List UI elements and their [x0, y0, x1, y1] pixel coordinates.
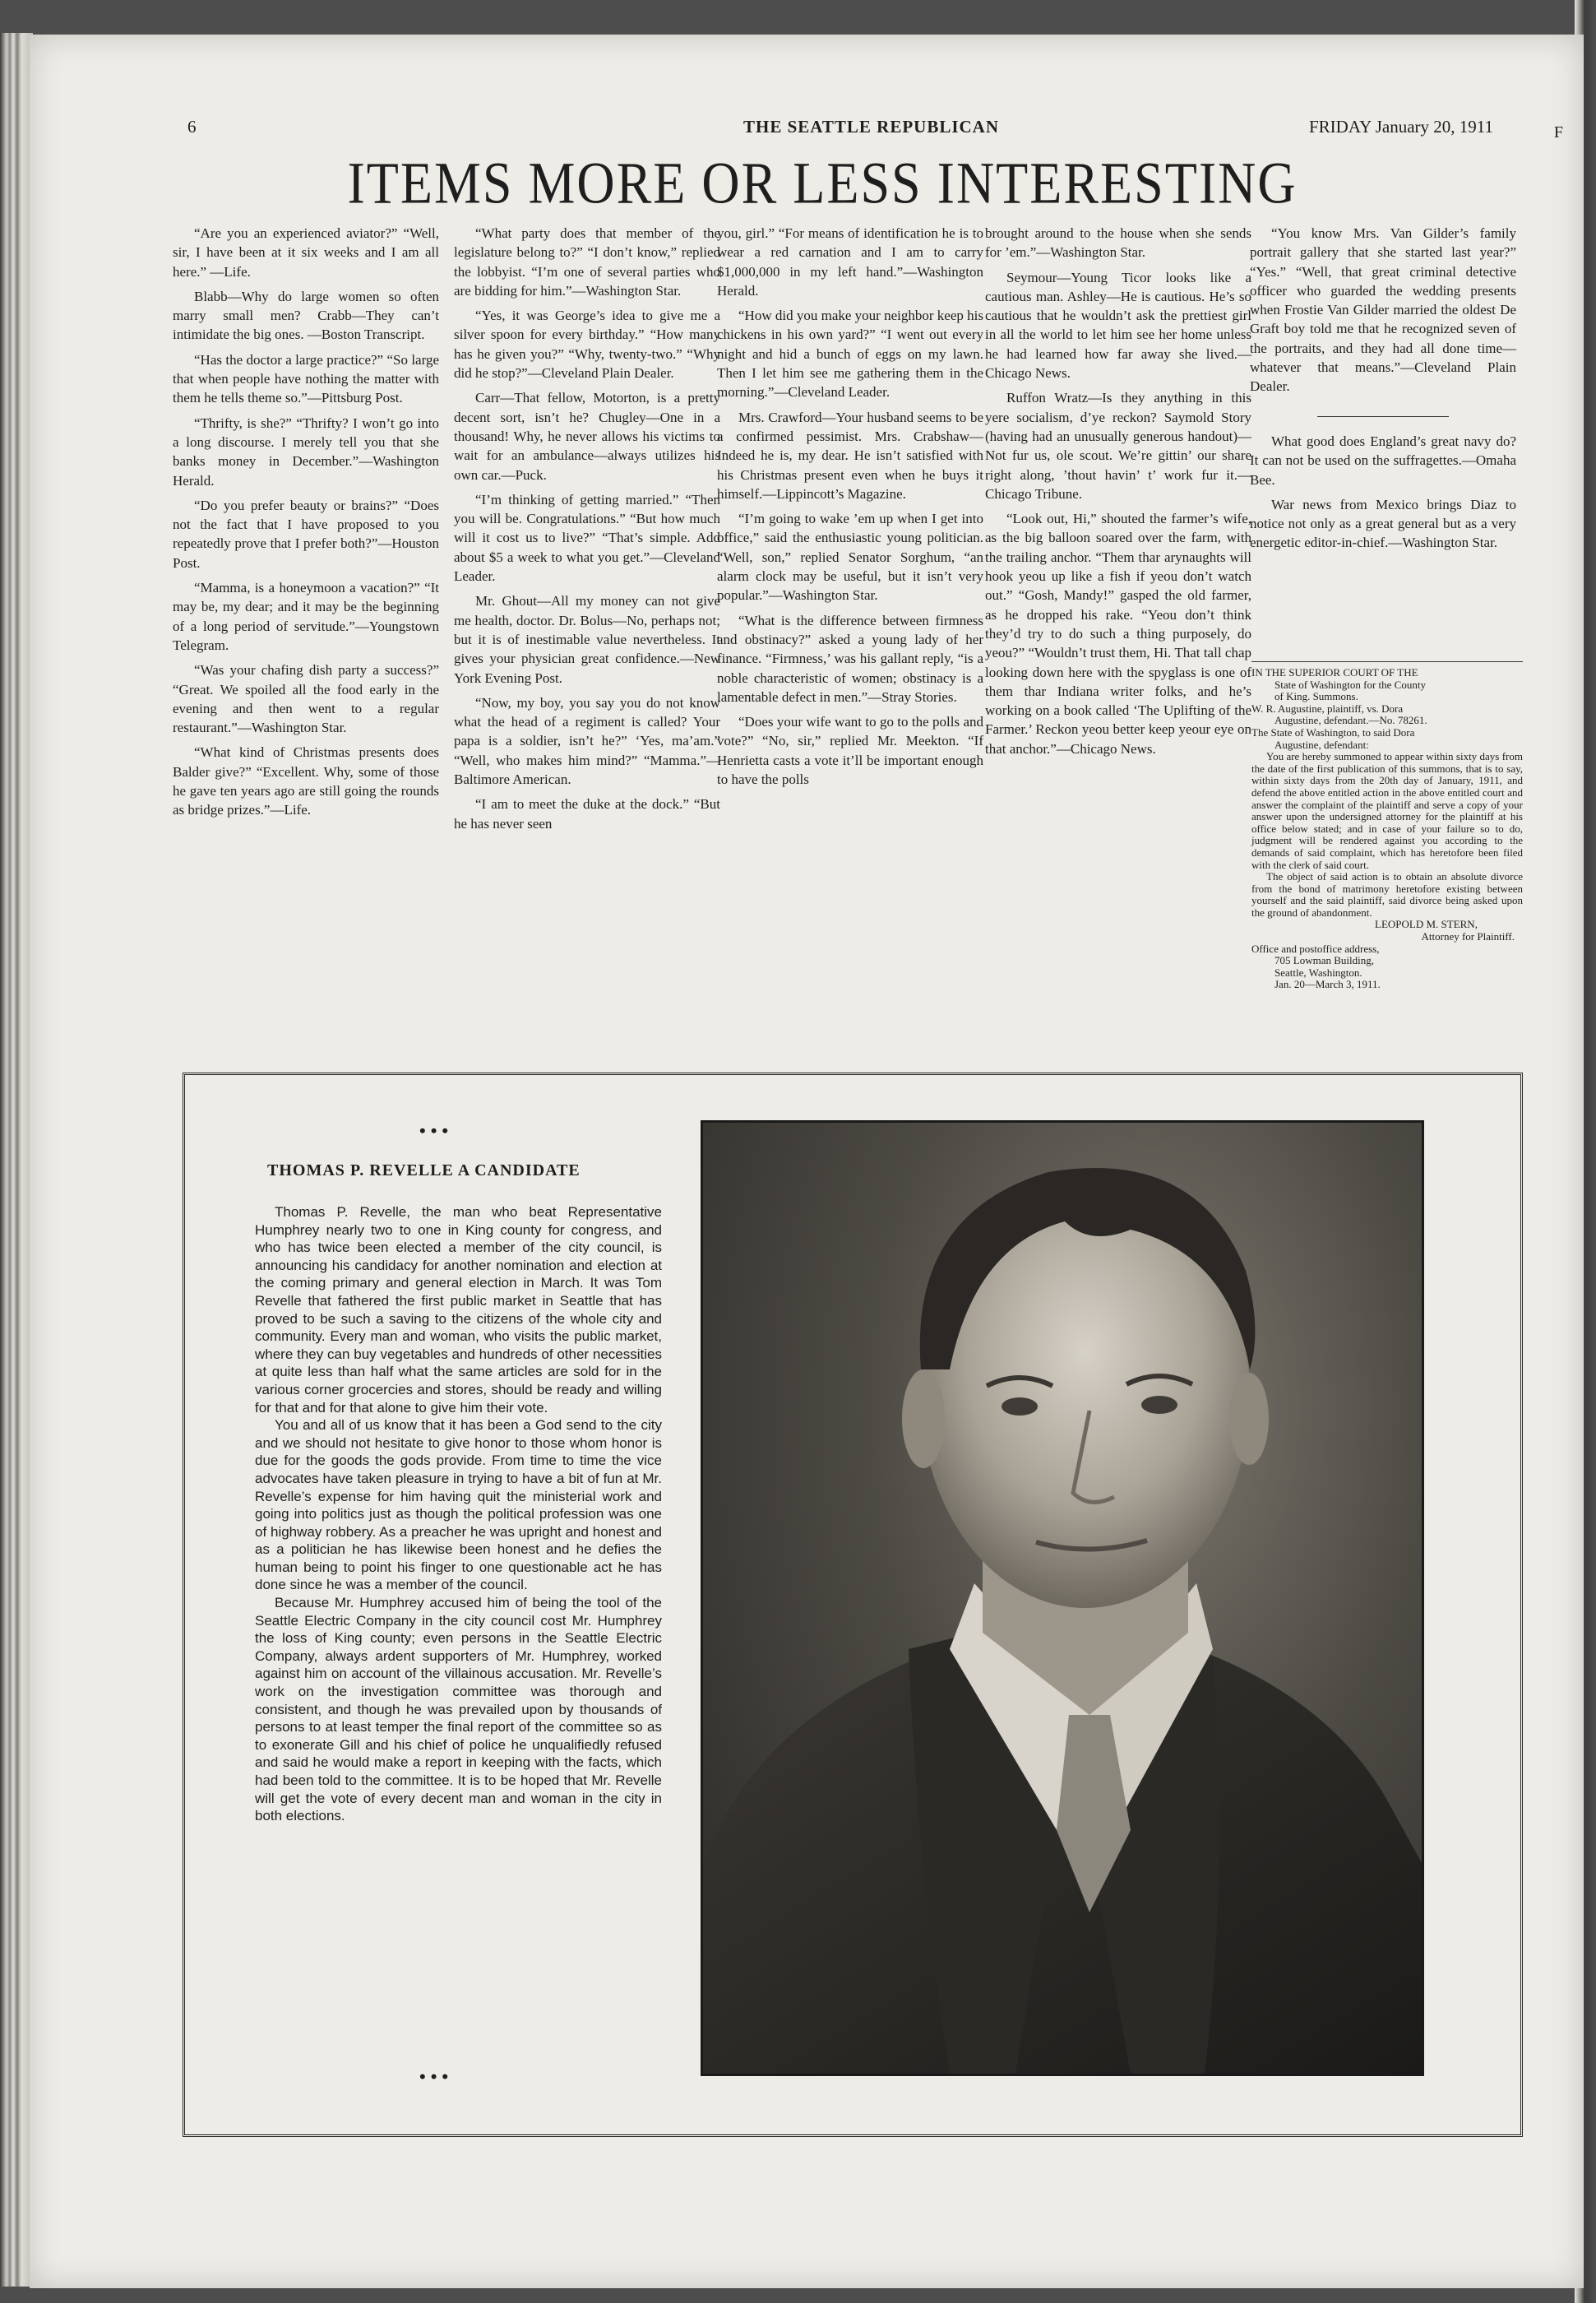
summons-address: The State of Washington, to said Dora [1251, 725, 1415, 739]
item-paragraph: “I am to meet the duke at the dock.” “But he has never seen [454, 796, 720, 832]
item-paragraph: “What kind of Christmas presents does Balder give?” “Excellent. Why, some of those he gave ten years ago are still going the rounds as bridge prizes.”—Life. [173, 744, 439, 818]
office-address: Office and postoffice address, [1251, 942, 1380, 955]
item-paragraph: Seymour—Young Ticor looks like a cautious man. Ashley—He is cautious. He’s so cautious that he wouldn’t ask the prettiest girl in all the world to let him see her home unless he had learned how far away she lived.—Chicago News. [985, 269, 1251, 382]
item-paragraph: “Yes, it was George’s idea to give me a silver spoon for every birthday.” “How many has he given you?” “Why, twenty-two.” “Why did he stop?”—Cleveland Plain Dealer. [454, 308, 720, 382]
court-name-line: State of Washington for the County [1274, 678, 1426, 691]
item-paragraph: “Look out, Hi,” shouted the farmer’s wife, as the big balloon soared over the farm, with the trailing anchor. “Them thar arynaughts will hook yeou up like a fish if yeou don’t watch out.” “Gosh, Mandy!” gasped the old farmer, as he dropped his rake. “Yeou don’t think they’d try to do such a thing purposely, do yeou?” “Wouldn’t trust them, Hi. That tall chap looking down here with the spyglass is one of them thar Indiana writer folks, and he’s working on a book called ‘The Uplifting of the Farmer.’ Reckon yeou better keep yeour eye on that anchor.”—Chicago News. [985, 511, 1251, 757]
text-column-1 [173, 224, 439, 826]
case-caption: W. R. Augustine, plaintiff, vs. Dora [1251, 702, 1404, 715]
ornament-bottom: ••• [419, 2066, 454, 2087]
summons-body: You are hereby summoned to appear within sixty days from the date of the first publication of this summons, that is to say, within sixty days from the 20th day of January, 1911, and defend the above entitled action in the above entitled court and answer the complaint of the plaintiff and serve a copy of your answer upon the undersigned attorney for the plaintiff at his office below stated; and in case of your failure so to do, judgment will be rendered against you according to the demands of said complaint, which has heretofore been filed with the clerk of said court. [1251, 750, 1523, 871]
item-paragraph: Blabb—Why do large women so often marry small men? Crabb—They can’t intimidate the big ones. —Boston Transcript. [173, 288, 439, 343]
item-paragraph: Mrs. Crawford—Your husband seems to be a confirmed pessimist. Mrs. Crabshaw—Indeed he is, my dear. He isn’t satisfied with his Christmas present even when he buys it himself.—Lippincott’s Magazine. [717, 409, 983, 502]
masthead: THE SEATTLE REPUBLICAN [743, 117, 1000, 137]
item-paragraph: War news from Mexico brings Diaz to notice not only as a great general but as a very energetic editor-in-chief.—Washington Star. [1250, 496, 1516, 551]
item-paragraph: “Mamma, is a honeymoon a vacation?” “It may be, my dear; and it may be the beginning of a long period of servitude.”—Youngstown Telegram. [173, 580, 439, 653]
item-paragraph: “Do you prefer beauty or brains?” “Does not the fact that I have proposed to you repeatedly prove that I prefer both?”—Houston Post. [173, 497, 439, 571]
item-paragraph: “How did you make your neighbor keep his chickens in his own yard?” “I went out every night and hid a bunch of eggs on my lawn. Then I let him see me gathering them in the morning.”—Cleveland Leader. [717, 308, 983, 401]
item-paragraph: Ruffon Wratz—Is they anything in this yere socialism, d’ye reckon? Saymold Story (having had an unusually generous handout)—Not fur us, ole scout. We’re gittin’ our share right along, ’thout havin’ t’ work fur it.—Chicago Tribune. [985, 390, 1251, 502]
item-paragraph: Mr. Ghout—All my money can not give me health, doctor. Dr. Bolus—No, perhaps not; but it is of inestimable value nevertheless. It gives your physician great confidence.—New York Evening Post. [454, 593, 720, 686]
attorney-title: Attorney for Plaintiff. [1421, 930, 1515, 943]
summons-body: The object of said action is to obtain an absolute divorce from the bond of matrimony heretofore existing between yourself and the said plaintiff, said divorce being asked upon the ground of abandonment. [1251, 870, 1523, 919]
office-city: Seattle, Washington. [1274, 966, 1362, 979]
court-name-line: of King. Summons. [1274, 690, 1358, 703]
item-paragraph: Carr—That fellow, Motorton, is a pretty decent sort, isn’t he? Chugley—One in a thousand! Why, he never allows his victims to wait for an ambulance—always utilizes his own car.—Puck. [454, 390, 720, 483]
portrait-photo [701, 1120, 1424, 2076]
page-number: 6 [187, 117, 197, 137]
text-column-2 [454, 224, 720, 839]
text-column-3 [717, 224, 983, 795]
item-paragraph: you, girl.” “For means of identification he is to wear a red carnation and I am to carry $1,000,000 in my left hand.”—Washington Herald. [717, 225, 983, 299]
item-paragraph: “What is the difference between firmness and obstinacy?” asked a young lady of her finance. “Firmness,’ was his gallant reply, “is a noble characteristic of women; obstinacy is a lamentable defect in men.”—Stray Stories. [717, 612, 983, 705]
next-page-fragment: F [1553, 123, 1563, 141]
item-paragraph: “Does your wife want to go to the polls and vote?” “No, sir,” replied Mr. Meekton. “If Henrietta casts a vote it’ll be important enough to have the polls [717, 714, 983, 788]
item-paragraph: “Has the doctor a large practice?” “So large that when people have nothing the matter with them he tells theme so.”—Pittsburg Post. [173, 351, 439, 406]
column-divider [1250, 403, 1516, 422]
summons-address-line: Augustine, defendant: [1274, 738, 1369, 751]
issue-date: FRIDAY January 20, 1911 [1309, 117, 1493, 137]
page-headline: ITEMS MORE OR LESS INTERESTING [347, 150, 1298, 216]
article-paragraph: You and all of us know that it has been a God send to the city and we should not hesitate to give honor to those whom honor is due for the goods the gods provide. From time to time the vice advocates have taken pleasure in trying to have a bit of fun at Mr. Revelle’s expense for him having quit the ministerial work and going into politics just as though the political profession was one of highway robbery. As a preacher he was upright and honest and as a politician he has likewise been honest and he defies the human being to point his finger to one questionable act he has done since he was a member of the council. [255, 1417, 662, 1593]
item-paragraph: “Was your chafing dish party a success?” “Great. We spoiled all the food early in the evening and then went to a regular restaurant.”—Washington Star. [173, 662, 439, 736]
article-paragraph: Because Mr. Humphrey accused him of being the tool of the Seattle Electric Company in the city council cost Mr. Humphrey the loss of King county; even persons in the Seattle Electric Company, always ardent supporters of Mr. Humphrey, worked against him on account of the villainous accusation. Mr. Revelle’s work on the investigation committee was thorough and consistent, and though he was prevailed upon by thousands of persons to at least temper the final report of the committee so as to exonerate Gill and his chief of police he unqualifiedly refused and said he would make a report in keeping with the facts, which had been told to the committee. It is to be hoped that Mr. Revelle will get the vote of every decent man and woman in the city in both elections. [255, 1595, 662, 1824]
page-stack-edge [0, 33, 33, 2287]
item-paragraph: “Thrifty, is she?” “Thrifty? I won’t go into a long discourse. I merely tell you that she banks money in December.”—Washington Herald. [173, 415, 439, 489]
article-body [255, 1203, 662, 1825]
office-building: 705 Lowman Building, [1274, 954, 1374, 967]
portrait-illustration [703, 1123, 1422, 2074]
text-column-5 [1250, 224, 1516, 558]
item-paragraph: “Now, my boy, you say you do not know what the head of a regiment is called? Your papa is a soldier, isn’t he?” ‘Yes, ma’am.” “Well, who makes him mind?” “Mamma.”—Baltimore American. [454, 694, 720, 788]
item-paragraph: “You know Mrs. Van Gilder’s family portrait gallery that she started last year?” “Yes.” “Well, that great criminal detective officer who guarded the wedding presents when Frostie Van Gilder married the oldest De Graft boy told me that he recognized seven of the portraits, and they had all done time—whatever that means.”—Cleveland Plain Dealer. [1250, 225, 1516, 395]
item-paragraph: What good does England’s great navy do? It can not be used on the suffragettes.—Omaha Bee. [1250, 433, 1516, 488]
text-column-4 [985, 224, 1251, 764]
item-paragraph: brought around to the house when she sends for ’em.”—Washington Star. [985, 225, 1251, 261]
item-paragraph: “I’m thinking of getting married.” “Then you will be. Congratulations.” “But how much will it cost us to live?” “That’s simple. Add about $5 a week to what you get.”—Cleveland Leader. [454, 491, 720, 585]
case-caption-line: Augustine, defendant.—No. 78261. [1274, 714, 1427, 727]
legal-summons-notice [1251, 661, 1523, 991]
ornament-top: ••• [419, 1120, 454, 1141]
attorney-name: LEOPOLD M. STERN, [1375, 918, 1478, 931]
item-paragraph: “I’m going to wake ’em up when I get into office,” said the enthusiastic young politician. “Well, son,” replied Senator Sorghum, “an alarm clock may be useful, but it isn’t very popular.”—Washington Star. [717, 511, 983, 604]
publication-dates: Jan. 20—March 3, 1911. [1274, 978, 1381, 991]
article-heading: THOMAS P. REVELLE A CANDIDATE [267, 1161, 581, 1179]
item-paragraph: “What party does that member of the legislature belong to?” “I don’t know,” replied the lobbyist. “I’m one of several parties who are bidding for him.”—Washington Star. [454, 225, 720, 299]
court-name: IN THE SUPERIOR COURT OF THE [1251, 666, 1418, 679]
item-paragraph: “Are you an experienced aviator?” “Well, sir, I have been at it six weeks and I am all here.” —Life. [173, 225, 439, 280]
article-paragraph: Thomas P. Revelle, the man who beat Representative Humphrey nearly two to one in King county for congress, and who has twice been elected a member of the city council, is announcing his candidacy for another nomination and election at the coming primary and general election in March. It was Tom Revelle that fathered the first public market in Seattle that has proved to be such a saving to the citizens of the whole city and community. Every man and woman, who visits the public market, where they can buy vegetables and hundreds of other necessities at quite less than half what the same articles are sold for in the various corner grocercies and stores, should be ready and willing for that and for that alone to give him their vote. [255, 1204, 662, 1416]
